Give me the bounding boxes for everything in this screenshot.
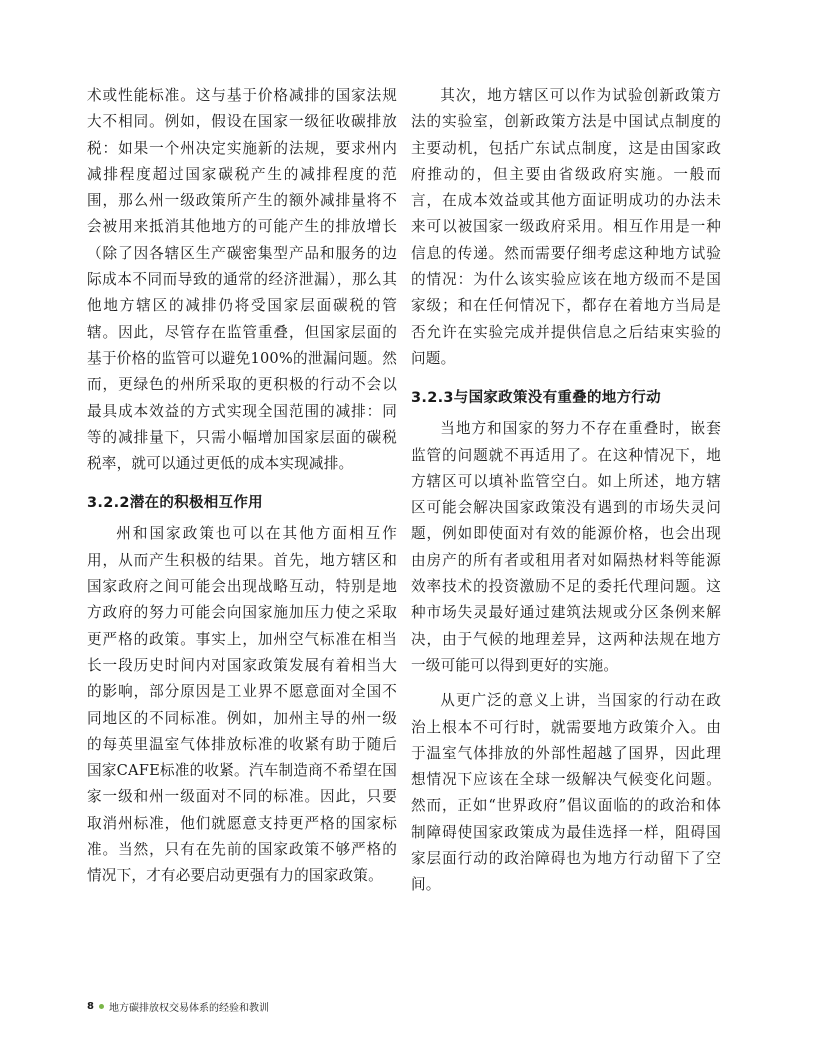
section-heading: 3.2.2潜在的积极相互作用 [87,495,263,512]
footer-title: 地方碳排放权交易体系的经验和教训 [108,1003,269,1014]
right-column [411,83,721,899]
section-heading: 3.2.3与国家政策没有重叠的地方行动 [411,390,661,407]
page-number: 8 [87,1001,94,1012]
page-footer [87,999,269,1014]
body-paragraph: 从更广泛的意义上讲，当国家的行动在政治上根本不可行时，就需要地方政策介入。由于温室气体排放的外部性超越了国界，因此理想情况下应该在全球一级解决气候变化问题。然而，正如“世界政府”倡议面临的的政治和体制障碍使国家政策成为最佳选择一样，阻碍国家层面行动的政治障碍也为地方行动留下了空间。 [411,692,721,894]
bullet-dot-icon [99,1004,104,1009]
left-column [87,83,397,890]
body-paragraph: 州和国家政策也可以在其他方面相互作用，从而产生积极的结果。首先，地方辖区和国家政府之间可能会出现战略互动，特别是地方政府的努力可能会向国家施加压力使之采取更严格的政策。事实上，加州空气标准在相当长一段历史时间内对国家政策发展有着相当大的影响，部分原因是工业界不愿意面对全国不同地区的不同标准。例如，加州主导的州一级的每英里温室气体排放标准的收紧有助于随后国家CAFE标准的收紧。汽车制造商不希望在国家一级和州一级面对不同的标准。因此，只要取消州标准，他们就愿意支持更严格的国家标准。当然，只有在先前的国家政策不够严格的情况下，才有必要启动更强有力的国家政策。 [87,525,397,885]
body-paragraph: 术或性能标准。这与基于价格减排的国家法规大不相同。例如，假设在国家一级征收碳排放税：如果一个州决定实施新的法规，要求州内减排程度超过国家碳税产生的减排程度的范围，那么州一级政策所产生的额外减排量将不会被用来抵消其他地方的可能产生的排放增长（除了因各辖区生产碳密集型产品和服务的边际成本不同而导致的通常的经济泄漏），那么其他地方辖区的减排仍将受国家层面碳税的管辖。因此，尽管存在监管重叠，但国家层面的基于价格的监管可以避免100%的泄漏问题。然而，更绿色的州所采取的更积极的行动不会以最具成本效益的方式实现全国范围的减排：同等的减排量下，只需小幅增加国家层面的碳税税率，就可以通过更低的成本实现减排。 [87,87,397,473]
body-paragraph: 其次，地方辖区可以作为试验创新政策方法的实验室，创新政策方法是中国试点制度的主要动机，包括广东试点制度，这是由国家政府推动的，但主要由省级政府实施。一般而言，在成本效益或其他方面证明成功的办法未来可以被国家一级政府采用。相互作用是一种信息的传递。然而需要仔细考虑这种地方试验的情况：为什么该实验应该在地方级而不是国家级；和在任何情况下，都存在着地方当局是否允许在实验完成并提供信息之后结束实验的问题。 [411,87,721,367]
body-paragraph: 当地方和国家的努力不存在重叠时，嵌套监管的问题就不再适用了。在这种情况下，地方辖区可以填补监管空白。如上所述，地方辖区可能会解决国家政策没有遇到的市场失灵问题，例如即使面对有效的能源价格，也会出现由房产的所有者或租用者对如隔热材料等能源效率技术的投资激励不足的委托代理问题。这种市场失灵最好通过建筑法规或分区条例来解决，由于气候的地理差异，这两种法规在地方一级可能可以得到更好的实施。 [411,420,721,674]
